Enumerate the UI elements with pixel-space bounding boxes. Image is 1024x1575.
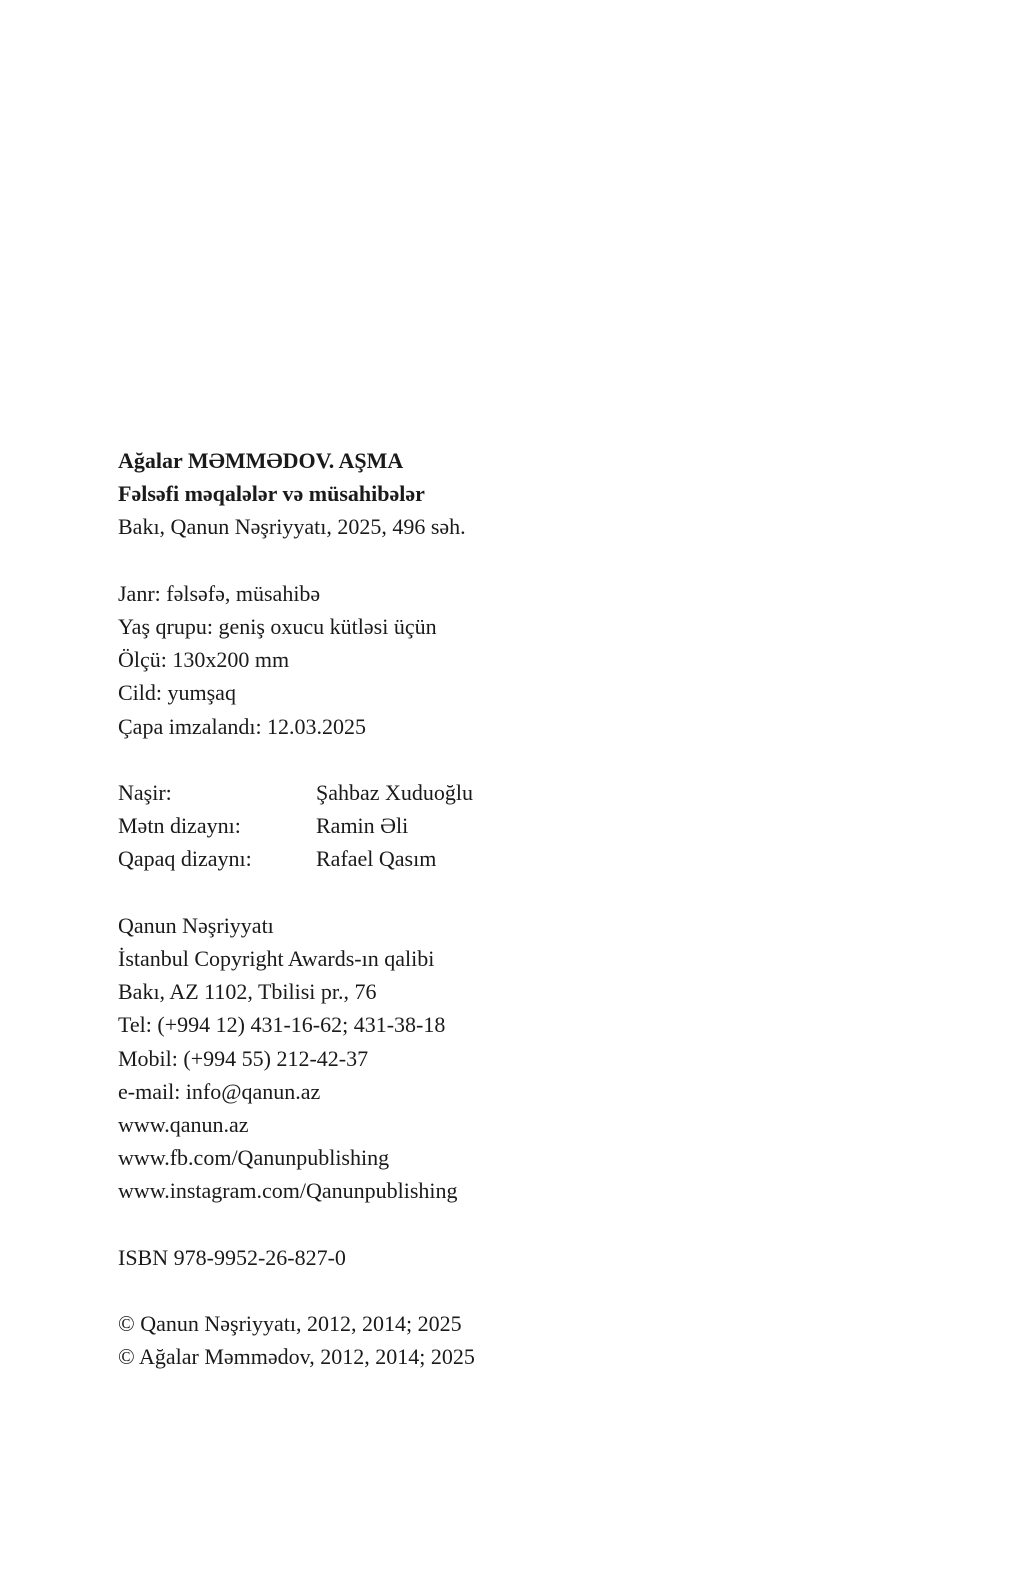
publisher-website: www.qanun.az <box>118 1112 249 1138</box>
imprint-block <box>118 444 718 1374</box>
credit-name: Rafael Qasım <box>316 846 437 872</box>
spacer <box>118 876 718 909</box>
publisher-name: Qanun Nəşriyyatı <box>118 912 274 938</box>
credit-name: Ramin Əli <box>316 813 409 839</box>
book-subtitle: Fəlsəfi məqalələr və müsahibələr <box>118 481 425 507</box>
publisher-mobile: Mobil: (+994 55) 212-42-37 <box>118 1045 369 1071</box>
credit-name: Şahbaz Xuduoğlu <box>316 780 474 805</box>
copyright-line: © Ağalar Məmmədov, 2012, 2014; 2025 <box>118 1344 475 1370</box>
spacer <box>118 743 718 776</box>
binding-line: Cild: yumşaq <box>118 680 236 706</box>
credit-row-publisher <box>118 776 718 809</box>
signed-date-line: Çapa imzalandı: 12.03.2025 <box>118 713 367 739</box>
publisher-award: İstanbul Copyright Awards-ın qalibi <box>118 946 435 971</box>
publisher-email: e-mail: info@qanun.az <box>118 1078 321 1104</box>
credit-role: Naşir: <box>118 780 172 805</box>
publisher-address: Bakı, AZ 1102, Tbilisi pr., 76 <box>118 979 377 1005</box>
credit-row-cover-design <box>118 842 718 875</box>
isbn-line: ISBN 978-9952-26-827-0 <box>118 1244 346 1270</box>
genre-line: Janr: fəlsəfə, müsahibə <box>118 580 321 606</box>
publisher-tel: Tel: (+994 12) 431-16-62; 431-38-18 <box>118 1012 446 1038</box>
credit-role: Qapaq dizaynı: <box>118 846 252 872</box>
publisher-instagram: www.instagram.com/Qanunpublishing <box>118 1178 458 1204</box>
age-group-line: Yaş qrupu: geniş oxucu kütləsi üçün <box>118 614 437 639</box>
publication-info: Bakı, Qanun Nəşriyyatı, 2025, 496 səh. <box>118 514 466 540</box>
publisher-facebook: www.fb.com/Qanunpublishing <box>118 1145 390 1171</box>
spacer <box>118 1208 718 1241</box>
credit-row-text-design <box>118 809 718 842</box>
book-author-title: Ağalar MƏMMƏDOV. AŞMA <box>118 448 404 473</box>
credit-role: Mətn dizaynı: <box>118 813 241 839</box>
size-line: Ölçü: 130x200 mm <box>118 647 290 673</box>
spacer <box>118 1274 718 1307</box>
spacer <box>118 544 718 577</box>
copyright-line: © Qanun Nəşriyyatı, 2012, 2014; 2025 <box>118 1311 462 1337</box>
